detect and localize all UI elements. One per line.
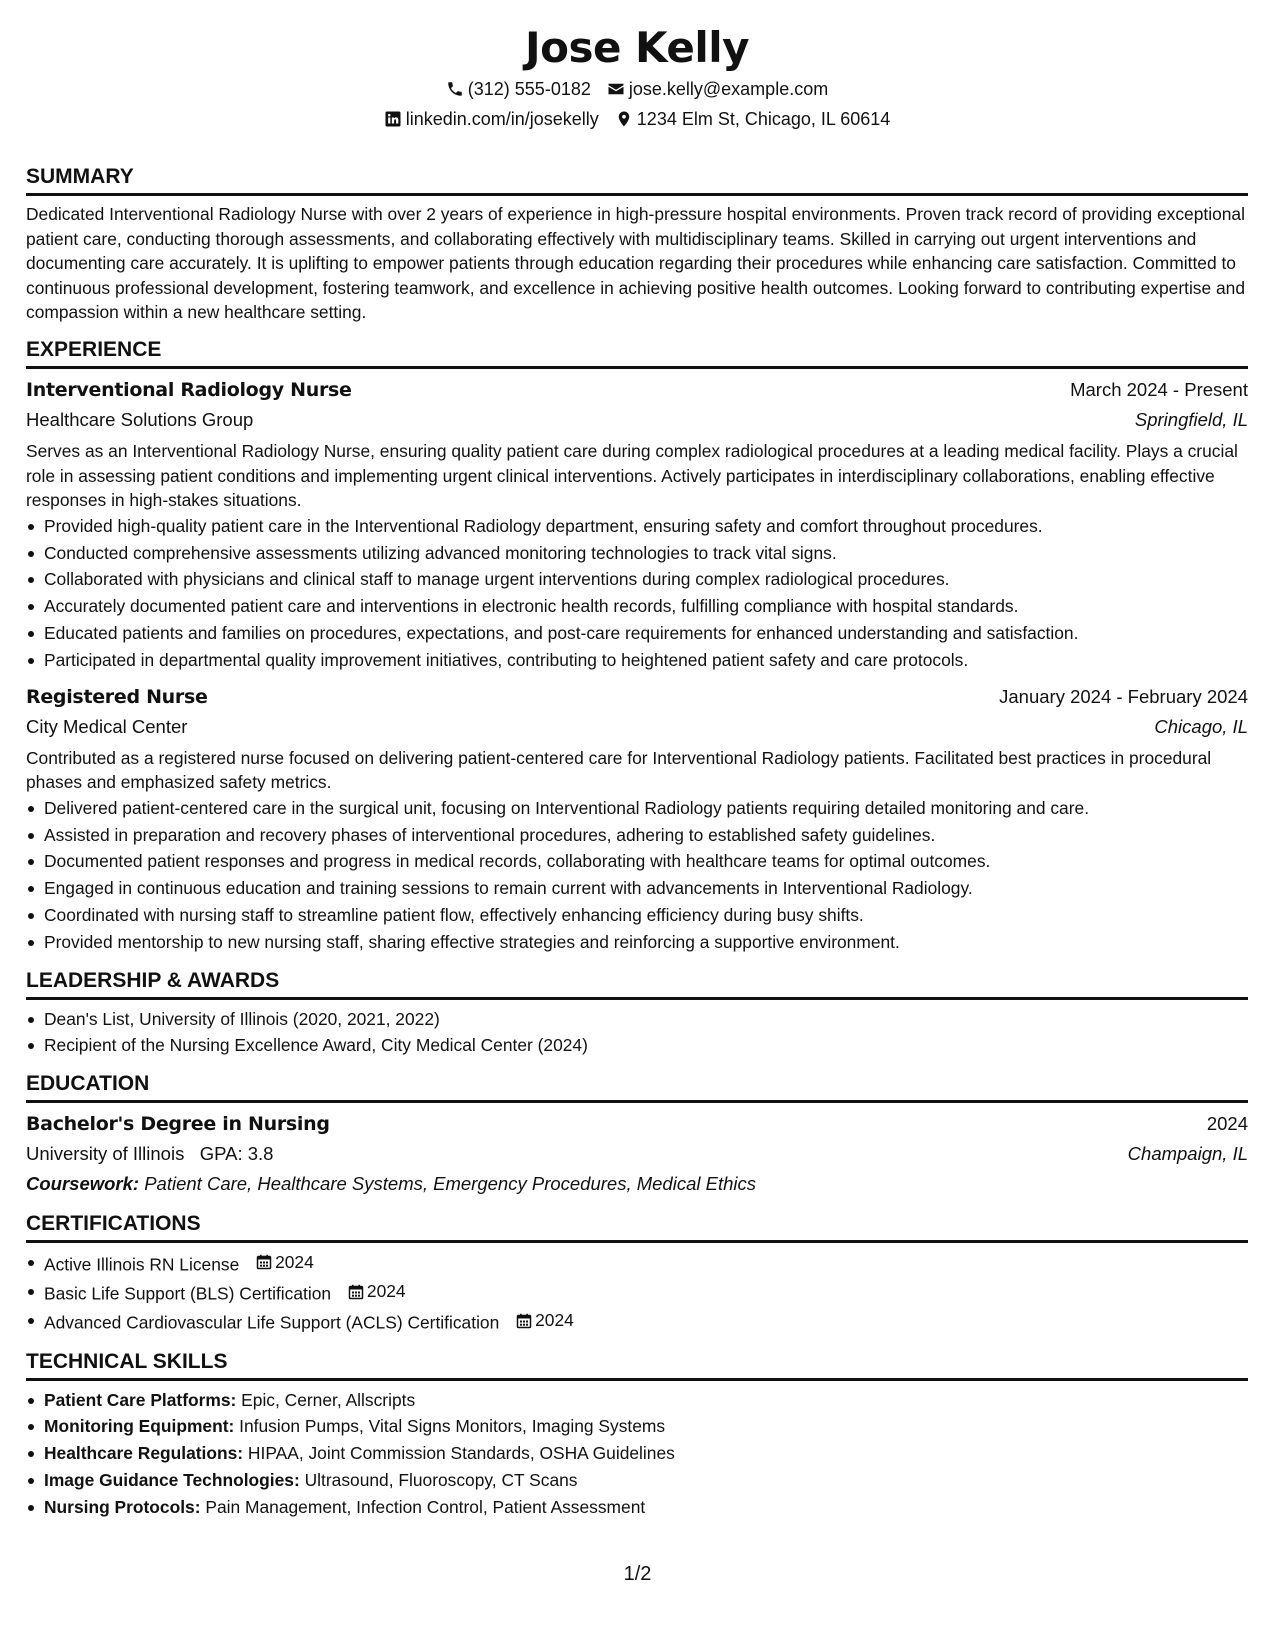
summary-section — [26, 164, 1248, 325]
page-number: 1/2 — [623, 1563, 652, 1585]
job-header — [26, 682, 1248, 712]
leadership-section — [26, 968, 1248, 1060]
section-title-education: EDUCATION — [26, 1072, 150, 1096]
job-title: Interventional Radiology Nurse — [26, 378, 352, 401]
section-title-summary: SUMMARY — [26, 165, 134, 188]
gpa: GPA: 3.8 — [199, 1143, 274, 1165]
coursework-line — [26, 1169, 1248, 1199]
skill-category: Image Guidance Technologies: — [44, 1470, 300, 1491]
section-divider — [26, 1378, 1248, 1381]
envelope-icon — [607, 80, 625, 98]
list-item: Participated in departmental quality improvement initiatives, contributing to heightened patient safety and care protocols. — [44, 647, 1248, 674]
section-divider — [26, 366, 1248, 369]
skill-category: Healthcare Regulations: — [44, 1443, 244, 1464]
job-bullets — [26, 513, 1248, 674]
contact-row-2 — [26, 104, 1248, 134]
skill-category: Nursing Protocols: — [44, 1496, 201, 1517]
phone-text: (312) 555-0182 — [467, 79, 591, 99]
calendar-icon — [348, 1284, 364, 1300]
job-header — [26, 375, 1248, 405]
list-item: Delivered patient-centered care in the surgical unit, focusing on Interventional Radiology patients requiring detailed monitoring and care. — [44, 795, 1248, 822]
coursework-label: Coursework: — [26, 1173, 140, 1195]
list-item: Documented patient responses and progress in medical records, collaborating with healthcare teams for optimal outcomes. — [44, 848, 1248, 875]
map-pin-icon — [615, 110, 633, 128]
section-divider — [26, 1100, 1248, 1103]
job-bullets — [26, 795, 1248, 956]
certification-name: Basic Life Support (BLS) Certification — [44, 1283, 332, 1304]
list-item: Assisted in preparation and recovery phases of interventional procedures, adhering to established safety guidelines. — [44, 822, 1248, 849]
skill-values: Ultrasound, Fluoroscopy, CT Scans — [304, 1470, 578, 1491]
list-item: Conducted comprehensive assessments utilizing advanced monitoring technologies to track vital signs. — [44, 540, 1248, 567]
section-divider — [26, 193, 1248, 196]
job-description: Serves as an Interventional Radiology Nurse, ensuring quality patient care during complex radiological procedures at a leading medical facility. Plays a crucial role in assessing patient conditions and implementing urgent clinical interventions. Actively participates in interdisciplinary collaborations, enabling effective responses in high-stakes situations. — [26, 440, 1238, 511]
section-title-certifications: CERTIFICATIONS — [26, 1212, 201, 1236]
skills-section — [26, 1349, 1248, 1521]
resume-page — [26, 0, 1248, 1521]
certification-date — [348, 1278, 406, 1305]
contact-row-1 — [26, 74, 1248, 104]
list-item — [44, 1249, 1248, 1278]
coursework-list: Patient Care, Healthcare Systems, Emergency Procedures, Medical Ethics — [144, 1173, 757, 1195]
address-text: 1234 Elm St, Chicago, IL 60614 — [636, 109, 891, 129]
education-subheader — [26, 1139, 1248, 1169]
section-title-experience: EXPERIENCE — [26, 337, 162, 361]
list-item: Accurately documented patient care and interventions in electronic health records, fulfilling compliance with hospital standards. — [44, 593, 1248, 620]
skills-list — [26, 1387, 1248, 1521]
section-title-leadership: LEADERSHIP & AWARDS — [26, 968, 280, 992]
skill-values: HIPAA, Joint Commission Standards, OSHA Guidelines — [247, 1443, 675, 1464]
school-info — [26, 1139, 273, 1169]
phone-contact — [446, 74, 591, 104]
list-item: Engaged in continuous education and training sessions to remain current with advancements in Interventional Radiology. — [44, 875, 1248, 902]
section-title-skills: TECHNICAL SKILLS — [26, 1349, 228, 1373]
list-item — [44, 1387, 1248, 1414]
list-item — [44, 1307, 1248, 1336]
list-item — [44, 1494, 1248, 1521]
list-item — [44, 1278, 1248, 1307]
certifications-section — [26, 1211, 1248, 1337]
linkedin-text[interactable]: linkedin.com/in/josekelly — [405, 109, 599, 129]
calendar-icon — [516, 1313, 532, 1329]
calendar-icon — [256, 1254, 272, 1270]
job-location: Chicago, IL — [1154, 715, 1248, 737]
graduation-year: 2024 — [1206, 1113, 1248, 1135]
skill-category: Patient Care Platforms: — [44, 1389, 237, 1410]
phone-icon — [446, 80, 464, 98]
list-item: Provided high-quality patient care in the Interventional Radiology department, ensuring safety and comfort throughout procedures. — [44, 513, 1248, 540]
job-subheader — [26, 405, 1248, 435]
list-item: Coordinated with nursing staff to streamline patient flow, effectively enhancing efficiency during busy shifts. — [44, 902, 1248, 929]
job-dates: January 2024 - February 2024 — [999, 685, 1248, 707]
certification-name: Active Illinois RN License — [44, 1254, 240, 1275]
job-location: Springfield, IL — [1134, 408, 1248, 430]
list-item: Provided mentorship to new nursing staff, sharing effective strategies and reinforcing a supportive environment. — [44, 929, 1248, 956]
job-company: Healthcare Solutions Group — [26, 408, 254, 430]
certifications-list — [26, 1249, 1248, 1337]
leadership-list — [26, 1006, 1248, 1060]
experience-section — [26, 337, 1248, 956]
candidate-name: Jose Kelly — [524, 23, 750, 72]
job-entry — [26, 682, 1248, 956]
linkedin-icon — [384, 110, 402, 128]
skill-values: Infusion Pumps, Vital Signs Monitors, Imaging Systems — [239, 1416, 666, 1437]
summary-text: Dedicated Interventional Radiology Nurse with over 2 years of experience in high-pressure hospital environments. Proven track record of providing exceptional patient care, conducting thorough assessments, and collaborating effectively with multidisciplinary teams. Skilled in carrying out urgent interventions and documenting care accurately. It is uplifting to empower patients through education regarding their procedures while enhancing care satisfaction. Committed to continuous professional development, fostering teamwork, and excellence in achieving positive health outcomes. Looking forward to contributing expertise and compassion within a new healthcare setting. — [26, 204, 1246, 323]
list-item: Recipient of the Nursing Excellence Award, City Medical Center (2024) — [44, 1032, 1248, 1059]
certification-name: Advanced Cardiovascular Life Support (ACLS) Certification — [44, 1312, 500, 1333]
list-item: Collaborated with physicians and clinical staff to manage urgent interventions during complex radiological procedures. — [44, 566, 1248, 593]
section-divider — [26, 1240, 1248, 1243]
list-item: Educated patients and families on procedures, expectations, and post-care requirements for enhanced understanding and satisfaction. — [44, 620, 1248, 647]
job-company: City Medical Center — [26, 715, 188, 737]
certification-year: 2024 — [275, 1252, 314, 1273]
job-entry — [26, 375, 1248, 674]
job-dates: March 2024 - Present — [1070, 378, 1248, 400]
list-item — [44, 1440, 1248, 1467]
certification-date — [516, 1307, 574, 1334]
email-text[interactable]: jose.kelly@example.com — [628, 79, 829, 99]
job-description: Contributed as a registered nurse focused on delivering patient-centered care for Interventional Radiology patients. Facilitated best practices in procedural phases and emphasized safety metrics. — [26, 747, 1212, 793]
certification-date — [256, 1249, 314, 1276]
degree-title: Bachelor's Degree in Nursing — [26, 1113, 330, 1136]
list-item: Dean's List, University of Illinois (2020, 2021, 2022) — [44, 1006, 1248, 1033]
address-contact — [615, 104, 891, 134]
linkedin-contact[interactable] — [384, 104, 599, 134]
skill-values: Epic, Cerner, Allscripts — [241, 1389, 416, 1410]
certification-year: 2024 — [366, 1281, 406, 1302]
job-title: Registered Nurse — [26, 685, 208, 708]
list-item — [44, 1467, 1248, 1494]
school-name: University of Illinois — [26, 1143, 185, 1165]
certification-year: 2024 — [535, 1310, 574, 1331]
school-location: Champaign, IL — [1127, 1143, 1248, 1165]
email-contact[interactable] — [607, 74, 828, 104]
list-item — [44, 1413, 1248, 1440]
skill-values: Pain Management, Infection Control, Patient Assessment — [205, 1496, 646, 1517]
skill-category: Monitoring Equipment: — [44, 1416, 235, 1437]
education-header — [26, 1109, 1248, 1139]
job-subheader — [26, 712, 1248, 742]
section-divider — [26, 997, 1248, 1000]
education-section — [26, 1071, 1248, 1199]
